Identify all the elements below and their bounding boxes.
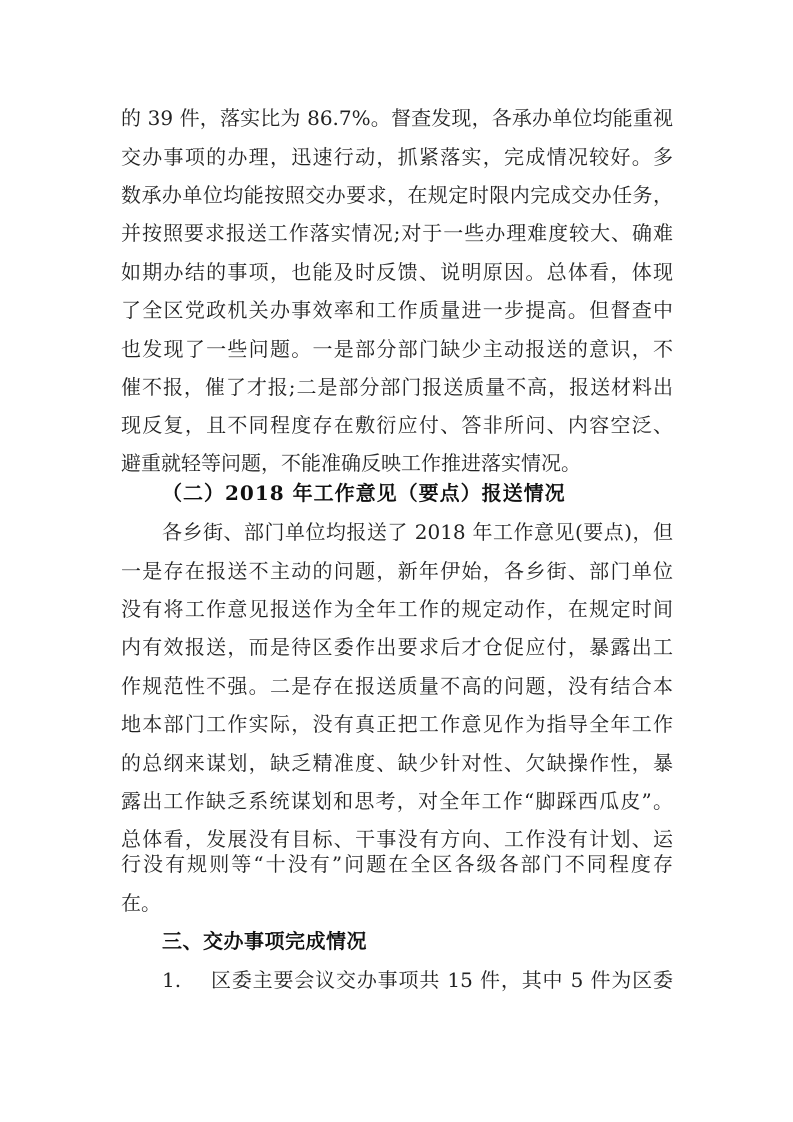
- item-number: 1.: [162, 968, 182, 992]
- paragraph-line: 在。: [121, 891, 161, 915]
- paragraph-line: 总体看，发展没有目标、干事没有方向、工作没有计划、运: [121, 827, 673, 851]
- paragraph-line: 现反复，且不同程度存在敷衍应付、答非所问、内容空泛、: [121, 413, 673, 437]
- paragraph-line: 催不报，催了才报;二是部分部门报送质量不高，报送材料出: [121, 375, 673, 399]
- paragraph-line: 并按照要求报送工作落实情况;对于一些办理难度较大、确难: [121, 221, 673, 245]
- numbered-item: [162, 961, 673, 999]
- paragraph-line: 地本部门工作实际，没有真正把工作意见作为指导全年工作: [121, 712, 673, 736]
- paragraph-line: 的总纲来谋划，缺乏精准度、缺少针对性、欠缺操作性，暴: [121, 751, 673, 775]
- paragraph-line: 没有将工作意见报送作为全年工作的规定动作，在规定时间: [121, 597, 673, 621]
- paragraph-line: 也发现了一些问题。一是部分部门缺少主动报送的意识，不: [121, 337, 673, 361]
- paragraph-line: 交办事项的办理，迅速行动，抓紧落实，完成情况较好。多: [121, 145, 673, 169]
- paragraph-line: 作规范性不强。二是存在报送质量不高的问题，没有结合本: [121, 674, 673, 698]
- paragraph-line: 各乡街、部门单位均报送了 2018 年工作意见(要点)，但: [162, 520, 673, 544]
- item-text: 区委主要会议交办事项共 15 件，其中 5 件为区委: [211, 968, 673, 992]
- paragraph-line: 的 39 件，落实比为 86.7%。督查发现，各承办单位均能重视: [121, 106, 673, 130]
- paragraph-line: 了全区党政机关办事效率和工作质量进一步提高。但督查中: [121, 298, 673, 322]
- paragraph-line: 一是存在报送不主动的问题，新年伊始，各乡街、部门单位: [121, 559, 673, 583]
- paragraph-line: 避重就轻等问题，不能准确反映工作推进落实情况。: [121, 451, 581, 475]
- paragraph-line: 数承办单位均能按照交办要求，在规定时限内完成交办任务，: [121, 183, 673, 207]
- paragraph-line: 如期办结的事项，也能及时反馈、说明原因。总体看，体现: [121, 260, 673, 284]
- paragraph-line: 露出工作缺乏系统谋划和思考，对全年工作“脚踩西瓜皮”。: [121, 789, 673, 813]
- paragraph-line: 内有效报送，而是待区委作出要求后才仓促应付，暴露出工: [121, 635, 673, 659]
- paragraph-line: 行没有规则等“十没有”问题在全区各级各部门不同程度存: [121, 852, 673, 876]
- section-heading: 三、交办事项完成情况: [162, 929, 367, 953]
- section-heading: （二）2018 年工作意见（要点）报送情况: [162, 481, 566, 505]
